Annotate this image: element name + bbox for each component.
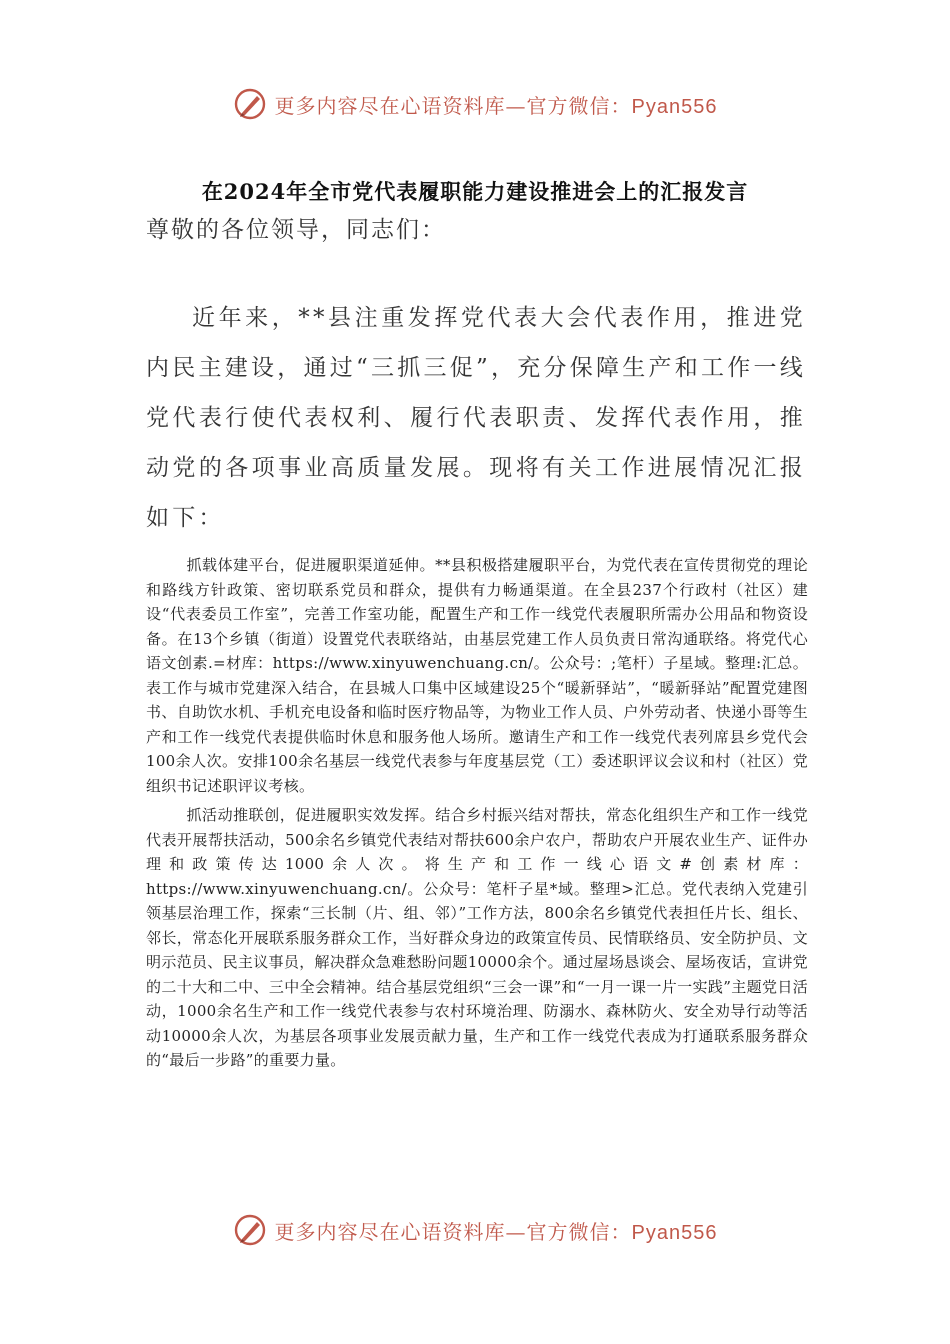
body-paragraph-2: 抓活动推联创，促进履职实效发挥。结合乡村振兴结对帮扶，常态化组织生产和工作一线党代表开展帮扶活动，500余名乡镇党代表结对帮扶600余户农户，帮助农户开展农业生产、证件办理和政策传达1000余人次。将生产和工作一线心语文#创素材库：https://www.xinyuwenchuang.cn/。公众号：笔杆子星*域。整理>汇总。党代表纳入党建引领基层治理工作，探索“三长制（片、组、邻）”工作方法，800余名乡镇党代表担任片长、组长、邻长，常态化开展联系服务群众工作，当好群众身边的政策宣传员、民情联络员、安全防护员、文明示范员、民主议事员，解决群众急难愁盼问题10000余个。通过屋场恳谈会、屋场夜话，宣讲党的二十大和二中、三中全会精神。结合基层党组织“三会一课”和“一月一课一片一实践”主题党日活动，1000余名生产和工作一线党代表参与农村环境治理、防溺水、森林防火、安全劝导行动等活动10000余人次，为基层各项事业发展贡献力量，生产和工作一线党代表成为打通联系服务群众的“最后一步路”的重要力量。 [146, 806, 808, 1069]
banner-handle: Pyan556 [631, 95, 718, 118]
banner-handle: Pyan556 [631, 1221, 718, 1244]
body-section [146, 553, 808, 1078]
pen-logo-icon [233, 1213, 267, 1247]
pen-logo-icon [233, 87, 267, 121]
body-paragraph-1: 抓载体建平台，促进履职渠道延伸。**县积极搭建履职平台，为党代表在宣传贯彻党的理论和路线方针政策、密切联系党员和群众，提供有力畅通渠道。在全县237个行政村（社区）建设“代表委员工作室”，完善工作室功能，配置生产和工作一线党代表履职所需办公用品和物资设备。在13个乡镇（街道）设置党代表联络站，由基层党建工作人员负责日常沟通联络。将党代心语文创素.=材库：https://www.xinyuwenchuang.cn/。公众号：;笔杆）子星域。整理:汇总。表工作与城市党建深入结合，在县城人口集中区域建设25个“暖新驿站”，“暖新驿站”配置党建图书、自助饮水机、手机充电设备和临时医疗物品等，为物业工作人员、户外劳动者、快递小哥等生产和工作一线党代表提供临时休息和服务他人场所。邀请生产和工作一线党代表列席县乡党代会100余人次。安排100余名基层一线党代表参与年度基层党（工）委述职评议会议和村（社区）党组织书记述职评议考核。 [146, 556, 808, 795]
document-title: 在2024年全市党代表履职能力建设推进会上的汇报发言 [201, 179, 749, 204]
banner-label: 更多内容尽在心语资料库—官方微信： [274, 93, 632, 118]
intro-paragraph: 近年来，**县注重发挥党代表大会代表作用，推进党内民主建设，通过“三抓三促”，充分保障生产和工作一线党代表行使代表权利、履行代表职责、发挥代表作用，推动党的各项事业高质量发展。现将有关工作进展情况汇报如下： [146, 305, 806, 531]
intro-section [146, 293, 806, 543]
salutation: 尊敬的各位领导，同志们： [146, 217, 446, 243]
footer-banner [0, 1210, 950, 1250]
banner-label: 更多内容尽在心语资料库—官方微信： [274, 1219, 632, 1244]
banner-text [275, 90, 718, 119]
header-banner [0, 84, 950, 124]
banner-text [275, 1216, 718, 1245]
